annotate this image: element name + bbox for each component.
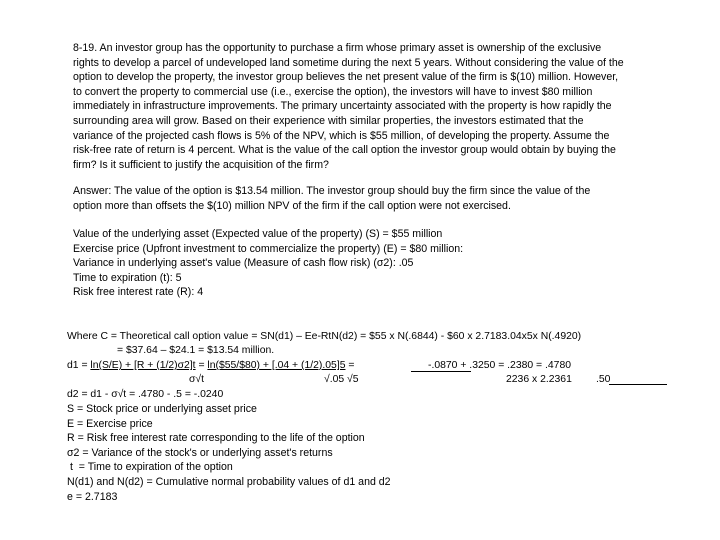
input-line: Value of the underlying asset (Expected value of the property) (S) = $55 million xyxy=(73,228,443,240)
d1-numerator-symbolic: ln(S/E) + [R + (1/2)σ2]t xyxy=(90,360,196,371)
input-line: Exercise price (Upfront investment to commercialize the property) (E) = $80 million: xyxy=(73,242,464,255)
text-line: rights to develop a parcel of undeveloped land sometime during the next 5 years. Without considering the value of the xyxy=(73,56,624,69)
d1-denominator-symbolic: σ√t xyxy=(189,374,205,385)
d1-denominator-result: .50 xyxy=(596,374,611,385)
d2-formula: d2 = d1 - σ√t = .4780 - .5 = -.0240 xyxy=(67,389,224,400)
text-line: option to develop the property, the investor group believes the net present value of the firm is $(10) million. However, xyxy=(73,71,619,84)
text-line: risk-free rate of return is 4 percent. What is the value of the call option the investor group would obtain by buying the xyxy=(73,144,616,157)
d1-result: = .2380 = .4780 xyxy=(495,360,571,371)
definition-line: S = Stock price or underlying asset price xyxy=(67,403,257,415)
d1-denominator-numeric: √.05 √5 xyxy=(324,374,359,385)
d1-numerator-value: -.0870 + .3250 xyxy=(428,360,496,371)
input-line: Variance in underlying asset's value (Measure of cash flow risk) (σ2): .05 xyxy=(73,257,414,270)
definition-line: σ2 = Variance of the stock's or underlying asset's returns xyxy=(67,446,333,459)
text-line: to convert the property to commercial use (i.e., exercise the option), the investors will have to invest $80 million xyxy=(73,85,593,98)
d1-formula-line xyxy=(67,359,354,374)
definition-line: E = Exercise price xyxy=(67,417,153,430)
input-line: Time to expiration (t): 5 xyxy=(73,271,182,284)
d1-numerator-simplified xyxy=(428,359,571,374)
text-line: immediately in infrastructure improvements. The primary uncertainty associated with the property is how rapidly the xyxy=(73,100,612,113)
text-line: variance of the projected cash flows is 5% of the NPV, which is $55 million, of developing the property. Assume the xyxy=(73,129,610,142)
equals-sign: = xyxy=(195,360,208,371)
definition-line: R = Risk free interest rate corresponding to the life of the option xyxy=(67,432,365,445)
call-option-formula: Where C = Theoretical call option value = SN(d1) – Ee-RtN(d2) = $55 x N(.6844) - $60 x 2.7183.04x5x N(.4920) xyxy=(67,331,582,342)
text-line: firm? Is it sufficient to justify the acquisition of the firm? xyxy=(73,158,329,171)
call-option-result: = $37.64 – $24.1 = $13.54 million. xyxy=(117,345,275,356)
definitions-list xyxy=(67,402,391,504)
d1-label: d1 = xyxy=(67,360,91,371)
definition-line: t = Time to expiration of the option xyxy=(67,461,233,474)
definition-line: N(d1) and N(d2) = Cumulative normal probability values of d1 and d2 xyxy=(67,475,391,488)
d1-numerator-numeric: ln($55/$80) + [.04 + (1/2).05]5 xyxy=(207,360,346,371)
definition-line: e = 2.7183 xyxy=(67,490,118,503)
text-line: surrounding area will grow. Based on their experience with similar properties, the investors estimated that the xyxy=(73,114,584,127)
text-line: option more than offsets the $(10) million NPV of the firm if the call option were not exercised. xyxy=(73,199,511,212)
equals-sign: = xyxy=(345,360,355,371)
input-line: Risk free interest rate (R): 4 xyxy=(73,286,204,299)
result-rule xyxy=(609,373,667,385)
text-line: Answer: The value of the option is $13.54 million. The investor group should buy the firm since the value of the xyxy=(73,185,591,197)
d1-denominator-value: 2236 x 2.2361 xyxy=(506,374,572,385)
text-line: 8-19. An investor group has the opportunity to purchase a firm whose primary asset is ownership of the exclusive xyxy=(73,42,602,54)
